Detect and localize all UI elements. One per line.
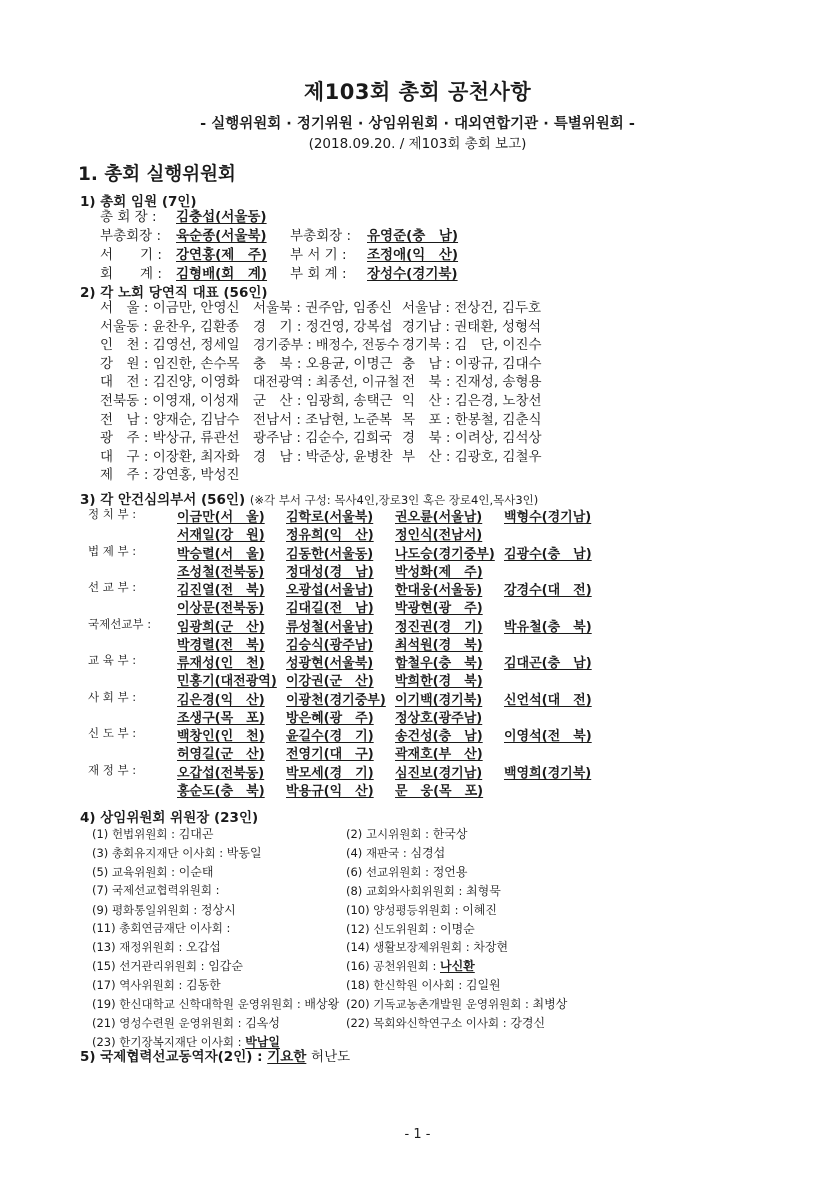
officer-name: 김형배(회 계): [176, 266, 268, 282]
department-member: 함철우(충 북): [395, 656, 483, 671]
partner-name-2: 허난도: [311, 1049, 351, 1065]
committee-label: (9) 평화통일위원회 :: [92, 902, 198, 917]
committee-item: [346, 844, 445, 861]
committee-item: [92, 901, 236, 918]
officer-role: 서 기 :: [100, 247, 162, 263]
department-member: 정유희(익 산): [286, 528, 374, 543]
presbytery-entry: 충 북 : 오용균, 이명근: [253, 355, 393, 372]
officer-name: 육순종(서울북): [176, 228, 267, 244]
document-date-line: (2018.09.20. / 제103회 총회 보고): [308, 136, 527, 152]
department-member: 김동한(서울동): [286, 546, 374, 562]
committee-chair: 김동한: [186, 978, 221, 993]
officer-name: 조정애(익 산): [367, 247, 459, 263]
presbytery-entry: 경기중부 : 배정수, 전동수: [253, 338, 400, 354]
committee-item: [92, 995, 339, 1012]
committee-chair: 이순태: [178, 864, 214, 879]
committee-label: (22) 목회와신학연구소 이사회 :: [346, 1016, 507, 1030]
department-member: 권오륜(서울남): [395, 510, 483, 525]
committee-item: [92, 1014, 280, 1031]
committee-chair: 정상시: [200, 902, 236, 917]
presbytery-entry: 전북동 : 이영재, 이성재: [100, 393, 240, 409]
department-member: 김대길(전 남): [286, 601, 374, 616]
officer-name: 장성수(경기북): [367, 266, 458, 282]
officers-heading: 1) 총회 임원 (7인): [80, 194, 197, 210]
department-member: 오광섭(서울남): [286, 583, 374, 598]
committee-label: (2) 고시위원회 :: [346, 827, 430, 841]
department-member: 임광희(군 산): [177, 619, 265, 635]
committee-item: [346, 882, 501, 899]
committee-item: [346, 825, 467, 842]
committee-item: [92, 844, 262, 861]
committee-label: (8) 교회와사회위원회 :: [346, 883, 463, 898]
committee-chair: 최형묵: [466, 883, 501, 898]
presbytery-entry: 대 구 : 이장환, 최자화: [100, 448, 240, 465]
presbytery-entry: 서울북 : 권주암, 임종신: [253, 300, 393, 316]
committee-label: (17) 역사위원회 :: [92, 978, 183, 993]
committee-label: (20) 기독교농촌개발원 운영위원회 :: [346, 997, 529, 1012]
department-member: 신언석(대 전): [504, 692, 592, 708]
department-member: 이영석(전 북): [504, 729, 592, 744]
department-member: 류재성(인 천): [177, 656, 265, 671]
department-member: 정대성(경 남): [286, 564, 374, 580]
committee-item: [346, 863, 467, 880]
department-member: 강경수(대 전): [504, 583, 592, 598]
department-member: 최석원(경 북): [395, 637, 483, 653]
committee-item: [92, 882, 219, 898]
committee-label: (1) 헌법위원회 :: [92, 827, 176, 841]
department-member: 서재일(강 원): [177, 528, 265, 543]
officer-role: 부총회장 :: [290, 228, 352, 244]
committee-label: (5) 교육위원회 :: [92, 864, 176, 879]
department-member: 박성화(제 주): [395, 564, 483, 580]
presbytery-entry: 서울남 : 전상건, 김두호: [402, 300, 542, 316]
presbytery-entry: 서 울 : 이금만, 안영신: [100, 300, 240, 316]
committee-chair: 김옥성: [245, 1016, 280, 1030]
department-member: 박희한(경 북): [395, 674, 483, 689]
presbytery-entry: 광 주 : 박상규, 류관선: [100, 430, 240, 447]
departments-note: (※각 부서 구성: 목사4인,장로3인 혹은 장로4인,목사3인): [249, 493, 539, 507]
department-label: 신 도 부 :: [88, 726, 137, 740]
presbytery-entry: 경 북 : 이려상, 김석상: [402, 430, 542, 447]
department-member: 방은혜(광 주): [286, 710, 374, 726]
committee-item: [92, 938, 221, 955]
committee-label: (4) 재판국 :: [346, 845, 407, 860]
committee-item: [346, 1014, 545, 1031]
department-member: 문 웅(목 포): [395, 783, 484, 799]
department-member: 윤길수(경 기): [286, 729, 374, 744]
page-number: - 1 -: [404, 1127, 431, 1142]
department-label: 정 치 부 :: [88, 507, 137, 521]
committee-chair: 한국상: [432, 827, 468, 841]
document-title: 제103회 총회 공천사항: [303, 80, 532, 104]
committee-item: [346, 920, 475, 937]
department-member: 백영희(경기북): [504, 765, 592, 781]
department-member: 이기백(경기북): [395, 692, 483, 708]
committee-item: [92, 920, 230, 936]
department-member: 정진권(경 기): [395, 619, 483, 635]
committee-chair: 강경신: [510, 1016, 546, 1030]
document-subtitle: - 실행위원회 · 정기위원 · 상임위원회 · 대외연합기관 · 특별위원회 -: [200, 116, 635, 132]
department-label: 사 회 부 :: [88, 689, 137, 704]
committee-label: (18) 한신학원 이사회 :: [346, 978, 463, 993]
department-member: 전영기(대 구): [286, 747, 374, 762]
department-member: 곽재호(부 산): [395, 747, 483, 762]
department-member: 김대곤(충 남): [504, 656, 592, 671]
committee-label: (10) 양성평등위원회 :: [346, 902, 459, 917]
presbytery-entry: 인 천 : 김영선, 정세일: [100, 337, 240, 354]
department-label: 국제선교부 :: [88, 616, 152, 631]
committee-label: (6) 선교위원회 :: [346, 864, 430, 879]
department-member: 이강권(군 산): [286, 674, 374, 689]
committee-label: (21) 영성수련원 운영위원회 :: [92, 1016, 242, 1030]
department-member: 조성철(전북동): [177, 564, 265, 580]
departments-heading-text: 3) 각 안건심의부서 (56인): [80, 492, 246, 508]
department-member: 허영길(군 산): [177, 747, 265, 762]
department-member: 이상문(전북동): [177, 601, 265, 616]
committee-label: (3) 총회유지재단 이사회 :: [92, 845, 224, 860]
department-member: 박승렬(서 울): [177, 546, 265, 562]
partners-heading: 5) 국제협력선교동역자(2인) :: [80, 1049, 263, 1065]
partner-name-1: 기요한: [267, 1049, 307, 1065]
presbytery-entry: 전 북 : 진재성, 송형용: [402, 374, 542, 391]
committee-item: [346, 976, 501, 993]
department-member: 홍순도(충 북): [177, 783, 265, 799]
department-member: 정인식(전남서): [395, 528, 483, 543]
department-member: 이금만(서 울): [177, 510, 265, 525]
committees-heading: 4) 상임위원회 위원장 (23인): [80, 810, 259, 826]
committee-label: (12) 신도위원회 :: [346, 921, 437, 936]
department-member: 민홍기(대전광역): [177, 674, 277, 689]
department-member: 박용규(익 산): [286, 783, 374, 799]
department-member: 나도승(경기중부): [395, 546, 495, 562]
presbyteries-heading: 2) 각 노회 당연직 대표 (56인): [80, 285, 268, 301]
committee-label: (11) 총회연금재단 이사회 :: [92, 920, 231, 935]
department-member: 박유철(충 북): [504, 619, 592, 635]
presbytery-entry: 대 전 : 김진양, 이영화: [100, 374, 240, 391]
partners-line: [80, 1045, 350, 1065]
committee-item: [92, 976, 221, 993]
presbytery-entry: 제 주 : 강연홍, 박성진: [100, 467, 240, 484]
presbytery-entry: 목 포 : 한봉철, 김춘식: [402, 411, 542, 428]
presbytery-entry: 전남서 : 조남현, 노준복: [253, 411, 393, 428]
presbytery-entry: 경 기 : 정건영, 강복섭: [253, 318, 393, 335]
committee-item: [346, 901, 497, 918]
officer-name: 유영준(충 남): [367, 228, 459, 244]
committee-chair: 김대곤: [178, 827, 214, 841]
committee-item: [346, 995, 567, 1012]
committee-chair: 김일원: [465, 978, 501, 993]
committee-label: (7) 국제선교협력위원회 :: [92, 882, 220, 897]
committee-label: (15) 선거관리위원회 :: [92, 959, 205, 974]
committee-chair: 정언용: [432, 864, 468, 879]
presbytery-entry: 대전광역 : 최종선, 이규철: [253, 375, 400, 391]
presbytery-entry: 광주남 : 김순수, 김희국: [253, 430, 393, 447]
committee-label: (13) 재정위원회 :: [92, 940, 183, 955]
department-member: 정상호(광주남): [395, 710, 483, 726]
presbytery-entry: 충 남 : 이광규, 김대수: [402, 355, 542, 372]
presbytery-entry: 익 산 : 김은경, 노창선: [402, 393, 542, 409]
department-member: 박경렬(전 북): [177, 637, 265, 653]
presbytery-entry: 강 원 : 임진한, 손수목: [100, 355, 240, 372]
department-member: 김학로(서울북): [286, 510, 374, 525]
presbytery-entry: 부 산 : 김광호, 김철우: [402, 448, 542, 465]
department-member: 박광현(광 주): [395, 601, 483, 616]
committee-chair: 오갑섭: [186, 940, 221, 955]
department-member: 박모세(경 기): [286, 765, 374, 781]
department-member: 백형수(경기남): [504, 510, 592, 525]
department-member: 김진열(전 북): [177, 583, 265, 598]
presbytery-entry: 경 남 : 박준상, 윤병찬: [253, 448, 393, 465]
committee-label: (23) 한기장복지재단 이사회 :: [92, 1034, 242, 1049]
committee-item: [346, 938, 508, 955]
departments-heading: [80, 488, 538, 508]
department-member: 조생구(목 포): [177, 710, 265, 726]
presbytery-entry: 경기북 : 김 단, 이진수: [402, 337, 542, 354]
officer-role: 회 계 :: [100, 266, 162, 282]
committee-chair: 차장현: [473, 940, 509, 955]
committee-item: [92, 957, 243, 974]
department-member: 백창인(인 천): [177, 729, 265, 744]
presbytery-entry: 서울동 : 윤찬우, 김환종: [100, 318, 240, 335]
department-member: 김승식(광주남): [286, 637, 374, 653]
committee-chair: 최병상: [532, 997, 568, 1012]
department-member: 이광천(경기중부): [286, 692, 386, 708]
committee-label: (16) 공천위원회 :: [346, 959, 437, 974]
department-label: 선 교 부 :: [88, 580, 137, 594]
committee-chair: 박남일: [245, 1034, 280, 1049]
committee-label: (14) 생활보장제위원회 :: [346, 940, 470, 955]
committee-item: [92, 825, 213, 842]
department-member: 심진보(경기남): [395, 765, 483, 781]
officer-name: 강연홍(제 주): [176, 247, 268, 263]
department-label: 교 육 부 :: [88, 653, 137, 667]
department-member: 김은경(익 산): [177, 692, 265, 708]
committee-chair: 박동일: [226, 845, 262, 860]
presbytery-entry: 경기남 : 권태환, 성형석: [402, 318, 542, 335]
department-label: 법 제 부 :: [88, 543, 137, 558]
department-member: 한대웅(서울동): [395, 583, 483, 598]
officer-role: 부 서 기 :: [290, 247, 347, 263]
presbytery-entry: 군 산 : 임광희, 송택근: [253, 393, 393, 409]
committee-label: (19) 한신대학교 신학대학원 운영위원회 :: [92, 997, 301, 1012]
department-member: 성광현(서울북): [286, 656, 374, 671]
presbytery-entry: 전 남 : 양재순, 김남수: [100, 411, 240, 428]
department-label: 재 정 부 :: [88, 762, 137, 777]
officer-role: 부 회 계 :: [290, 266, 347, 282]
committee-item: [346, 957, 475, 974]
officer-role: 총 회 장 :: [100, 209, 157, 225]
section-title: 1. 총회 실행위원회: [78, 164, 236, 185]
department-member: 송건성(충 남): [395, 729, 483, 744]
committee-chair: 나신환: [440, 959, 475, 974]
committee-chair: 이명순: [440, 921, 475, 936]
department-member: 류성철(서울남): [286, 619, 374, 635]
officer-name: 김충섭(서울동): [176, 209, 267, 225]
committee-chair: 임갑순: [208, 959, 243, 974]
committee-chair: 이혜진: [462, 902, 497, 917]
committee-item: [92, 863, 213, 880]
department-member: 김광수(충 남): [504, 546, 592, 562]
officer-role: 부총회장 :: [100, 228, 162, 244]
committee-chair: 심경섭: [410, 845, 446, 860]
committee-chair: 배상왕: [304, 997, 340, 1012]
department-member: 오갑섭(전북동): [177, 765, 265, 781]
